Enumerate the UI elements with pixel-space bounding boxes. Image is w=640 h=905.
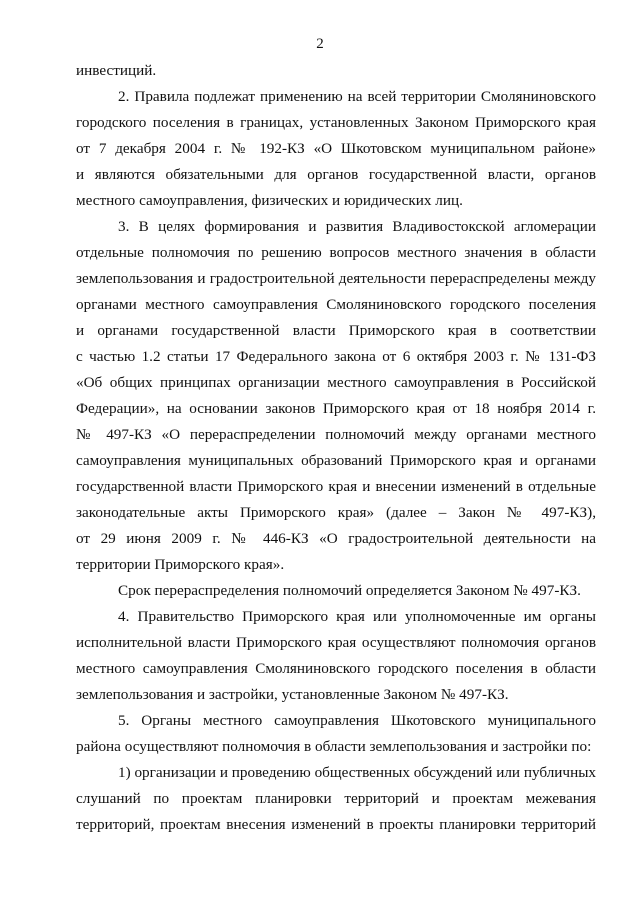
text-line: органами местного самоуправления Смоляниновского городского поселения bbox=[76, 296, 596, 313]
text-line: с частью 1.2 статьи 17 Федерального закона от 6 октября 2003 г. № 131-ФЗ bbox=[76, 348, 596, 365]
text-line: Срок перераспределения полномочий определяется Законом № 497-КЗ. bbox=[118, 582, 581, 599]
text-line: местного самоуправления, физических и юридических лиц. bbox=[76, 192, 463, 209]
text-line: инвестиций. bbox=[76, 62, 157, 79]
text-line: и являются обязательными для органов государственной власти, органов bbox=[76, 166, 596, 183]
text-line: № 497-КЗ «О перераспределении полномочий между органами местного bbox=[76, 426, 596, 443]
text-line: и органами государственной власти Приморского края в соответствии bbox=[76, 322, 596, 339]
text-line: Федерации», на основании законов Приморского края от 18 ноября 2014 г. bbox=[76, 400, 596, 417]
text-line: территории Приморского края». bbox=[76, 556, 285, 573]
text-line: 5. Органы местного самоуправления Шкотовского муниципального bbox=[118, 712, 596, 729]
text-line: государственной власти Приморского края и внесении изменений в отдельные bbox=[76, 478, 596, 495]
text-line: самоуправления муниципальных образований Приморского края и органами bbox=[76, 452, 596, 469]
page-number: 2 bbox=[316, 36, 324, 52]
text-line: «Об общих принципах организации местного самоуправления в Российской bbox=[76, 374, 596, 391]
text-line: слушаний по проектам планировки территорий и проектам межевания bbox=[76, 790, 596, 807]
text-line: отдельные полномочия по решению вопросов местного значения в области bbox=[76, 244, 596, 261]
text-line: городского поселения в границах, установленных Законом Приморского края bbox=[76, 114, 596, 131]
text-line: исполнительной власти Приморского края осуществляют полномочия органов bbox=[76, 634, 596, 651]
text-line: землепользования и градостроительной деятельности перераспределены между bbox=[76, 270, 596, 287]
text-line: законодательные акты Приморского края» (далее – Закон № 497-КЗ), bbox=[76, 504, 596, 521]
text-line: территорий, проектам внесения изменений в проекты планировки территорий bbox=[76, 816, 596, 833]
text-line: от 29 июня 2009 г. № 446-КЗ «О градостроительной деятельности на bbox=[76, 530, 596, 547]
text-line: района осуществляют полномочия в области землепользования и застройки по: bbox=[76, 738, 592, 755]
text-line: местного самоуправления Смоляниновского городского поселения в области bbox=[76, 660, 596, 677]
text-line: 3. В целях формирования и развития Владивостокской агломерации bbox=[118, 218, 596, 235]
text-line: от 7 декабря 2004 г. № 192-КЗ «О Шкотовском муниципальном районе» bbox=[76, 140, 596, 157]
text-line: землепользования и застройки, установленные Законом № 497-КЗ. bbox=[76, 686, 509, 703]
text-line: 1) организации и проведению общественных обсуждений или публичных bbox=[118, 764, 596, 781]
text-line: 2. Правила подлежат применению на всей территории Смоляниновского bbox=[118, 88, 596, 105]
text-line: 4. Правительство Приморского края или уполномоченные им органы bbox=[118, 608, 596, 625]
